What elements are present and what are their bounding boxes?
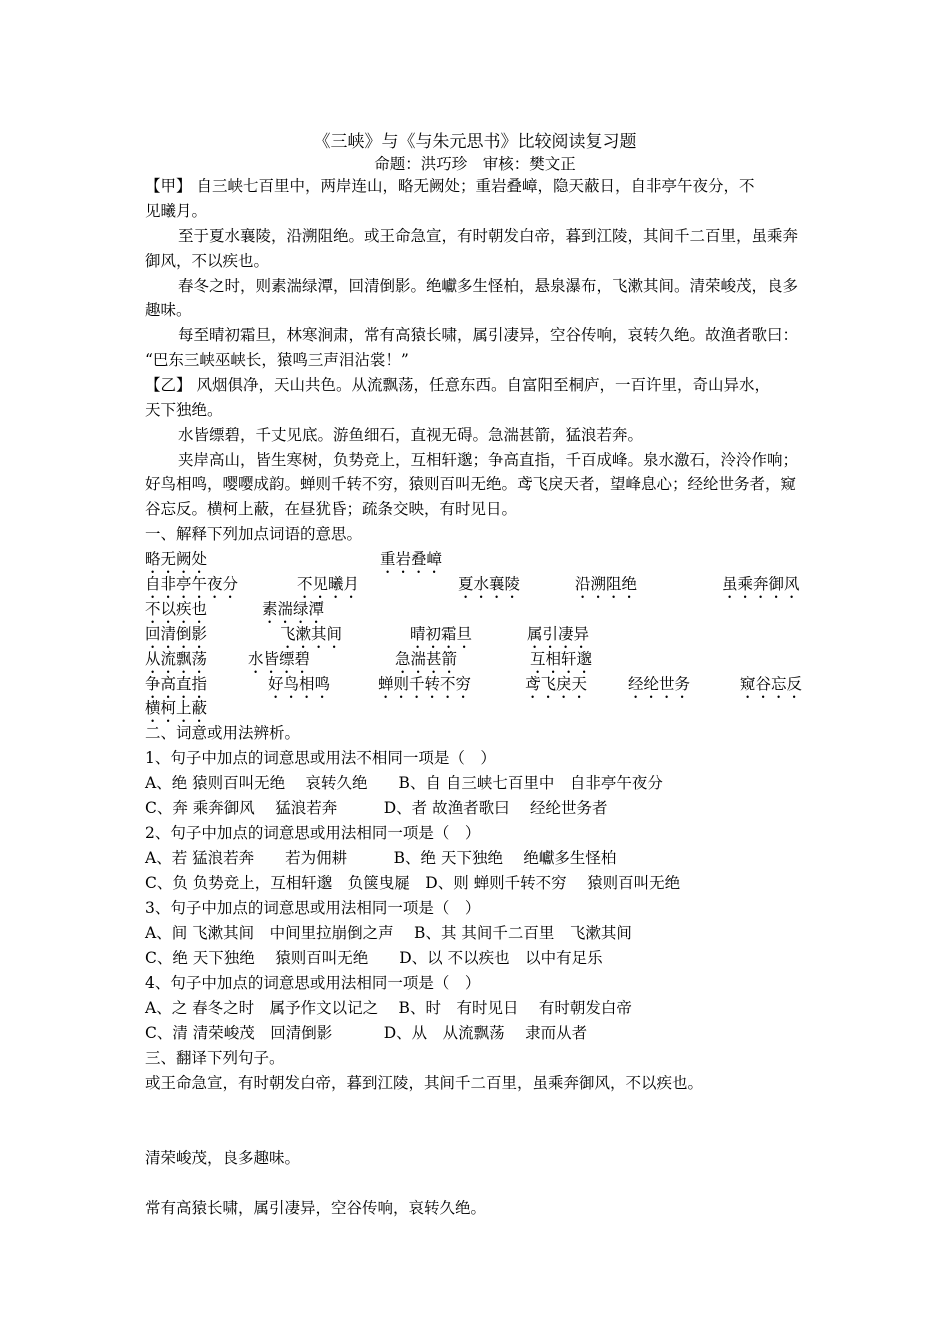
jia-tag: 【甲】 [145, 177, 192, 195]
jia-paragraph-1-line-1 [145, 176, 754, 196]
question-4: 4、句子中加点的词意思或用法相同一项是（ ） [145, 974, 481, 992]
vocab-item: 素湍绿潭 [262, 600, 325, 618]
vocab-item: 略无阙处 [145, 550, 208, 568]
question-4-options-ab: A、之 春冬之时 属予作文以记之 B、时 有时见日 有时朝发白帝 [145, 999, 632, 1017]
jia-paragraph-2-line-1: 至于夏水襄陵，沿溯阻绝。或王命急宣，有时朝发白帝，暮到江陵，其间千二百里，虽乘奔 [178, 227, 799, 245]
vocab-item: 经纶世务 [628, 675, 691, 693]
yi-paragraph-1-line-1 [145, 375, 770, 395]
jia-paragraph-4-line-1: 每至晴初霜旦，林寒涧肃，常有高猿长啸，属引凄异，空谷传响，哀转久绝。故渔者歌曰： [178, 326, 799, 344]
document-byline: 命题：洪巧珍 审核：樊文正 [374, 155, 576, 173]
translation-sentence-3: 常有高猿长啸，属引凄异，空谷传响，哀转久绝。 [145, 1199, 487, 1217]
vocab-item: 属引凄异 [527, 625, 590, 643]
question-3-options-cd: C、绝 天下独绝 猿则百叫无绝 D、以 不以疾也 以中有足乐 [145, 949, 603, 967]
jia-text: 自三峡七百里中，两岸连山，略无阙处；重岩叠嶂，隐天蔽日，自非亭午夜分，不 [196, 177, 755, 195]
vocab-item: 从流飘荡 [145, 650, 208, 668]
question-1: 1、句子中加点的词意思或用法不相同一项是（ ） [145, 749, 496, 767]
yi-paragraph-2: 水皆缥碧，千丈见底。游鱼细石，直视无碍。急湍甚箭，猛浪若奔。 [178, 426, 644, 444]
translation-sentence-2: 清荣峻茂，良多趣味。 [145, 1149, 301, 1167]
question-2-options-ab: A、若 猛浪若奔 若为佣耕 B、绝 天下独绝 绝巘多生怪柏 [145, 849, 617, 867]
vocab-item: 鸢飞戾天 [525, 675, 588, 693]
vocab-item: 回清倒影 [145, 625, 208, 643]
jia-paragraph-4-line-2: “巴东三峡巫峡长，猿鸣三声泪沾裳！” [145, 351, 409, 369]
vocab-item: 窥谷忘反 [740, 675, 803, 693]
jia-paragraph-1-line-2: 见曦月。 [145, 202, 208, 220]
jia-paragraph-2-line-2: 御风，不以疾也。 [145, 252, 270, 270]
vocab-item: 夏水襄陵 [458, 575, 521, 593]
section-3-heading: 三、翻译下列句子。 [145, 1049, 285, 1067]
vocab-item: 不以疾也 [145, 600, 208, 618]
vocab-item: 自非亭午夜分 [145, 575, 239, 593]
question-3-options-ab: A、间 飞漱其间 中间里拉崩倒之声 B、其 其间千二百里 飞漱其间 [145, 924, 632, 942]
question-1-options-cd: C、奔 乘奔御风 猛浪若奔 D、者 故渔者歌曰 经纶世务者 [145, 799, 608, 817]
translation-sentence-1: 或王命急宣，有时朝发白帝，暮到江陵，其间千二百里，虽乘奔御风，不以疾也。 [145, 1074, 704, 1092]
vocab-item: 急湍甚箭 [395, 650, 458, 668]
vocab-item: 虽乘奔御风 [722, 575, 800, 593]
vocab-item: 晴初霜旦 [410, 625, 473, 643]
vocab-item: 不见曦月 [297, 575, 360, 593]
vocab-item: 争高直指 [145, 675, 208, 693]
yi-paragraph-3-line-1: 夹岸高山，皆生寒树，负势竞上，互相轩邈；争高直指，千百成峰。泉水激石，泠泠作响； [178, 451, 799, 469]
section-1-heading: 一、解释下列加点词语的意思。 [145, 525, 363, 543]
question-4-options-cd: C、清 清荣峻茂 回清倒影 D、从 从流飘荡 隶而从者 [145, 1024, 588, 1042]
vocab-item: 水皆缥碧 [248, 650, 311, 668]
vocab-item: 飞漱其间 [280, 625, 343, 643]
question-3: 3、句子中加点的词意思或用法相同一项是（ ） [145, 899, 481, 917]
jia-paragraph-3-line-1: 春冬之时，则素湍绿潭，回清倒影。绝巘多生怪柏，悬泉瀑布，飞漱其间。清荣峻茂，良多 [178, 277, 799, 295]
vocab-item: 沿溯阻绝 [575, 575, 638, 593]
question-2-options-cd: C、负 负势竞上，互相轩邈 负箧曳屣 D、则 蝉则千转不穷 猿则百叫无绝 [145, 874, 681, 892]
yi-tag: 【乙】 [145, 376, 192, 394]
vocab-item: 蝉则千转不穷 [378, 675, 472, 693]
vocab-item: 横柯上蔽 [145, 699, 208, 717]
yi-paragraph-1-line-2: 天下独绝。 [145, 401, 223, 419]
section-2-heading: 二、词意或用法辨析。 [145, 724, 301, 742]
yi-text: 风烟俱净，天山共色。从流飘荡，任意东西。自富阳至桐庐，一百许里，奇山异水， [196, 376, 770, 394]
question-2: 2、句子中加点的词意思或用法相同一项是（ ） [145, 824, 481, 842]
question-1-options-ab: A、绝 猿则百叫无绝 哀转久绝 B、自 自三峡七百里中 自非亭午夜分 [145, 774, 663, 792]
yi-paragraph-3-line-2: 好鸟相鸣，嘤嘤成韵。蝉则千转不穷，猿则百叫无绝。鸢飞戾天者，望峰息心；经纶世务者，窥 [145, 475, 797, 493]
document-title: 《三峡》与《与朱元思书》比较阅读复习题 [313, 132, 637, 152]
vocab-item: 重岩叠嶂 [380, 550, 443, 568]
vocab-item: 好鸟相鸣 [268, 675, 331, 693]
jia-paragraph-3-line-2: 趣味。 [145, 301, 192, 319]
yi-paragraph-3-line-3: 谷忘反。横柯上蔽，在昼犹昏；疏条交映，有时见日。 [145, 500, 518, 518]
vocab-item: 互相轩邈 [530, 650, 593, 668]
